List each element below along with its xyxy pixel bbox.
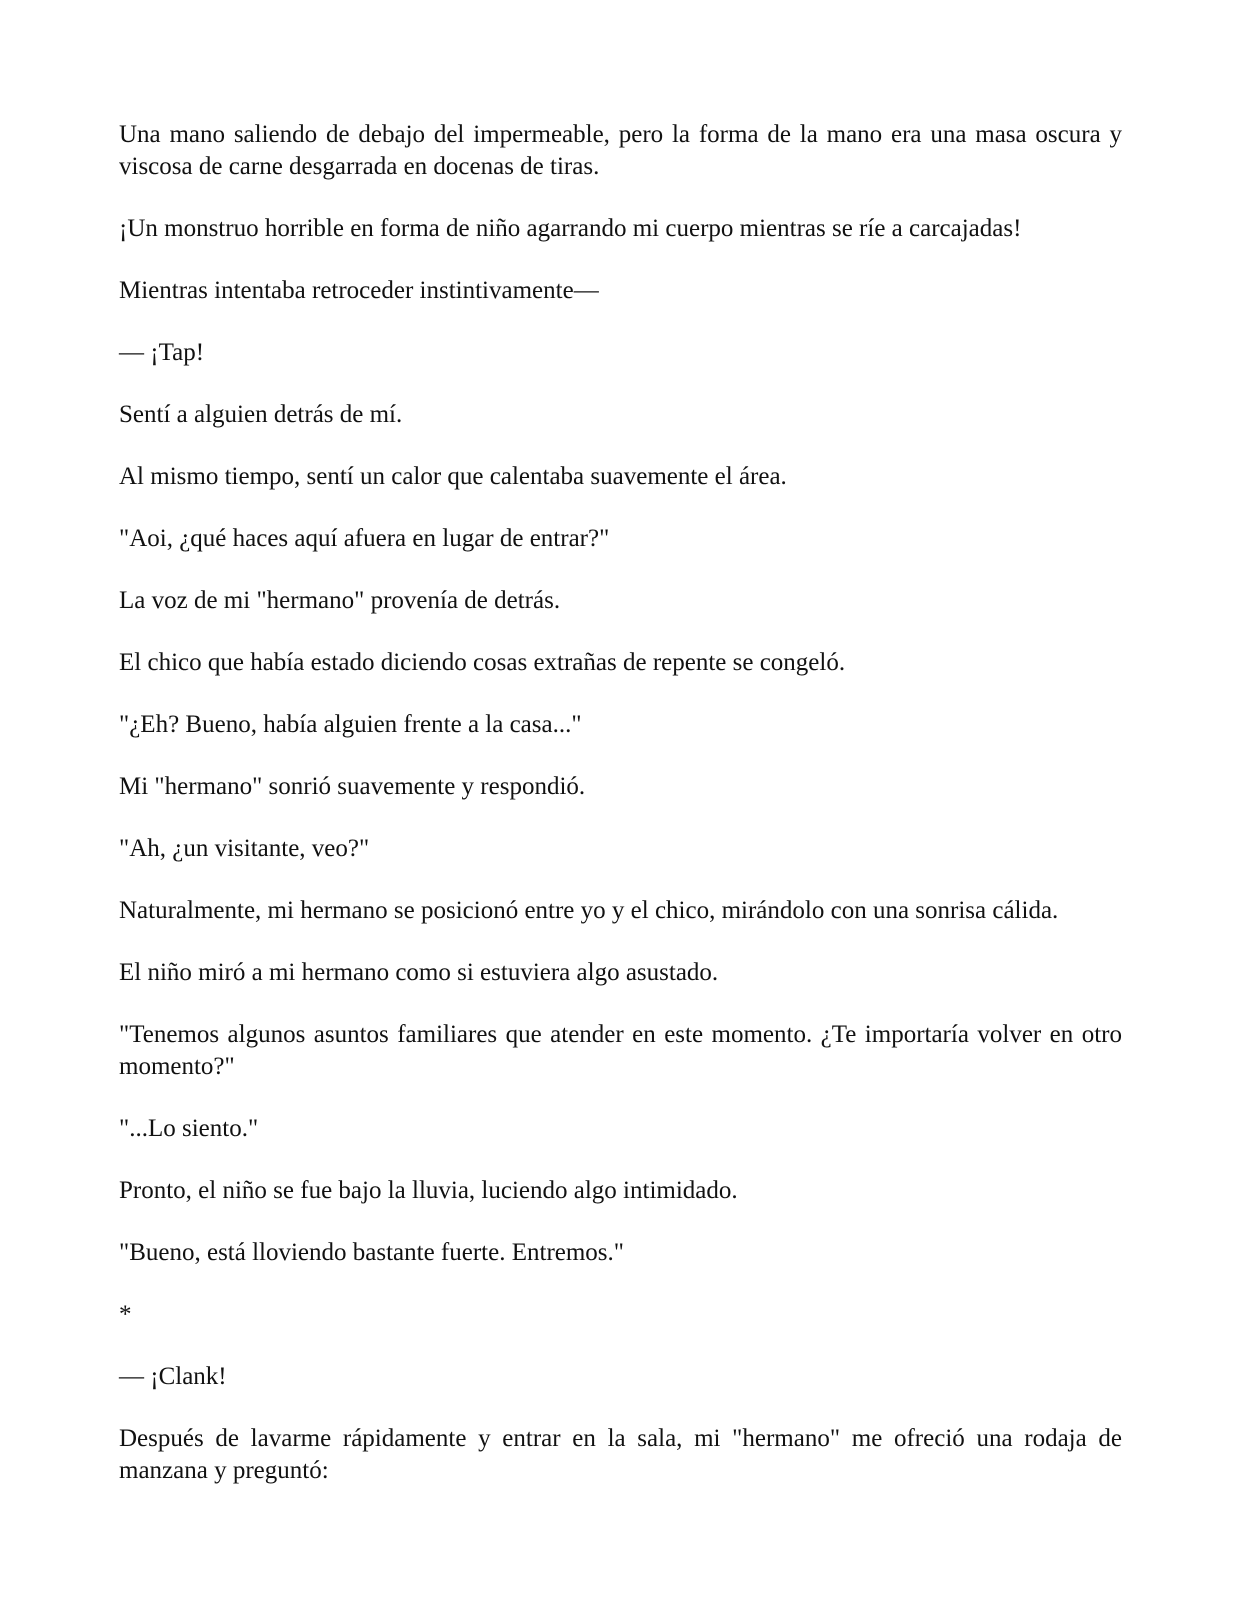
paragraph-18: "Bueno, está lloviendo bastante fuerte. Entremos." [119, 1239, 624, 1266]
paragraph-21: Después de lavarme rápidamente y entrar en la sala, mi "hermano" me ofreció una rodaja de manzana y preguntó: [119, 1425, 1122, 1484]
paragraph-8: La voz de mi "hermano" provenía de detrás. [119, 587, 561, 614]
scene-break: * [119, 1301, 132, 1328]
paragraph-10: "¿Eh? Bueno, había alguien frente a la casa..." [119, 711, 582, 738]
paragraph-5: Sentí a alguien detrás de mí. [119, 401, 403, 428]
paragraph-12: "Ah, ¿un visitante, veo?" [119, 835, 370, 862]
paragraph-15: "Tenemos algunos asuntos familiares que atender en este momento. ¿Te importaría volver en otro momento?" [119, 1021, 1122, 1080]
paragraph-11: Mi "hermano" sonrió suavemente y respondió. [119, 773, 586, 800]
paragraph-14: El niño miró a mi hermano como si estuviera algo asustado. [119, 959, 719, 986]
paragraph-16: "...Lo siento." [119, 1115, 259, 1142]
paragraph-4: — ¡Tap! [119, 339, 205, 366]
paragraph-7: "Aoi, ¿qué haces aquí afuera en lugar de entrar?" [119, 525, 610, 552]
paragraph-2: ¡Un monstruo horrible en forma de niño agarrando mi cuerpo mientras se ríe a carcajadas! [119, 215, 1022, 242]
paragraph-3: Mientras intentaba retroceder instintivamente— [119, 277, 599, 304]
paragraph-17: Pronto, el niño se fue bajo la lluvia, luciendo algo intimidado. [119, 1177, 738, 1204]
paragraph-6: Al mismo tiempo, sentí un calor que calentaba suavemente el área. [119, 463, 787, 490]
document-page [119, 119, 1122, 1517]
paragraph-1: Una mano saliendo de debajo del impermeable, pero la forma de la mano era una masa oscura y viscosa de carne desgarrada en docenas de tiras. [119, 121, 1122, 180]
paragraph-9: El chico que había estado diciendo cosas extrañas de repente se congeló. [119, 649, 846, 676]
paragraph-20: — ¡Clank! [119, 1363, 227, 1390]
paragraph-13: Naturalmente, mi hermano se posicionó entre yo y el chico, mirándolo con una sonrisa cálida. [119, 897, 1059, 924]
